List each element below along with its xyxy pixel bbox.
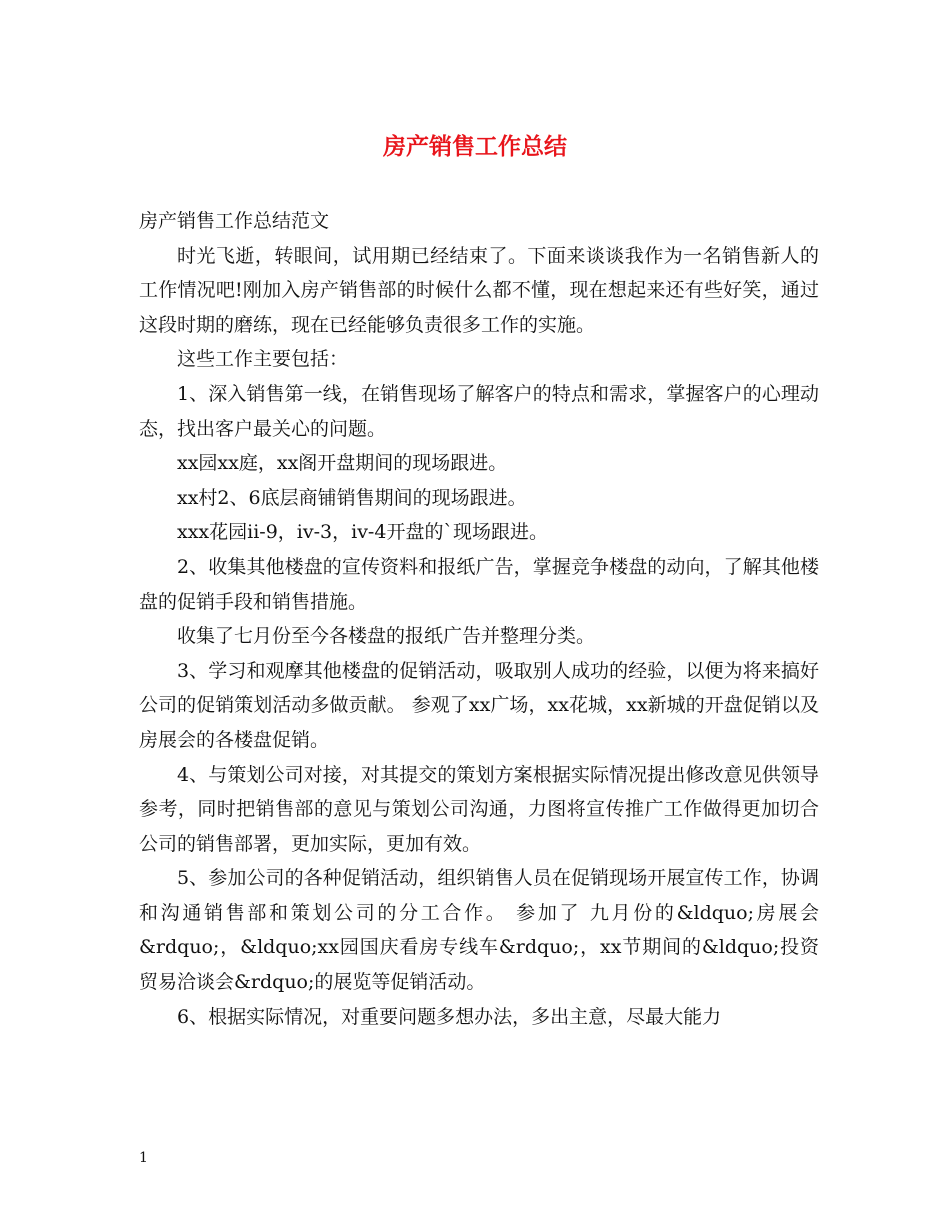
- paragraph-item-6: 6、根据实际情况，对重要问题多想办法，多出主意，尽最大能力: [177, 1005, 722, 1028]
- document-title: 房产销售工作总结: [383, 134, 567, 160]
- page-number: 1: [139, 1150, 148, 1166]
- paragraph-intro: 时光飞逝，转眼间，试用期已经结束了。下面来谈谈我作为一名销售新人的工作情况吧!刚加入房产销售部的时候什么都不懂，现在想起来还有些好笑，通过这段时期的磨练，现在已经能够负责很多工作的实施。: [139, 244, 819, 336]
- paragraph-item-5: 5、参加公司的各种促销活动，组织销售人员在促销现场开展宣传工作，协调和沟通销售部和策划公司的分工合作。 参加了 九月份的&ldquo;房展会&rdquo;，&ldquo;xx园国庆看房专线车&rdquo;，xx节期间的&ldquo;投资贸易洽谈会&rdquo;的展览等促销活动。: [139, 867, 819, 994]
- paragraph-item-1-detail-2: xx村2、6底层商铺销售期间的现场跟进。: [177, 486, 527, 509]
- paragraph-work-scope: 这些工作主要包括：: [177, 348, 349, 371]
- document-body: [139, 204, 819, 1034]
- paragraph-item-1-detail-3: xxx花园ii-9，iv-3，iv-4开盘的`现场跟进。: [177, 521, 548, 544]
- paragraph-item-2-detail: 收集了七月份至今各楼盘的报纸广告并整理分类。: [177, 625, 596, 648]
- document-subtitle: 房产销售工作总结范文: [139, 210, 330, 232]
- paragraph-item-2: 2、收集其他楼盘的宣传资料和报纸广告，掌握竞争楼盘的动向，了解其他楼盘的促销手段和销售措施。: [139, 555, 819, 613]
- paragraph-item-4: 4、与策划公司对接，对其提交的策划方案根据实际情况提出修改意见供领导参考，同时把销售部的意见与策划公司沟通，力图将宣传推广工作做得更加切合公司的销售部署，更加实际，更加有效。: [139, 763, 819, 855]
- paragraph-item-1-detail-1: xx园xx庭，xx阁开盘期间的现场跟进。: [177, 452, 508, 475]
- paragraph-item-1: 1、深入销售第一线，在销售现场了解客户的特点和需求，掌握客户的心理动态，找出客户最关心的问题。: [139, 382, 819, 440]
- paragraph-item-3: 3、学习和观摩其他楼盘的促销活动，吸取别人成功的经验，以便为将来搞好公司的促销策划活动多做贡献。 参观了xx广场，xx花城，xx新城的开盘促销以及房展会的各楼盘促销。: [139, 659, 819, 751]
